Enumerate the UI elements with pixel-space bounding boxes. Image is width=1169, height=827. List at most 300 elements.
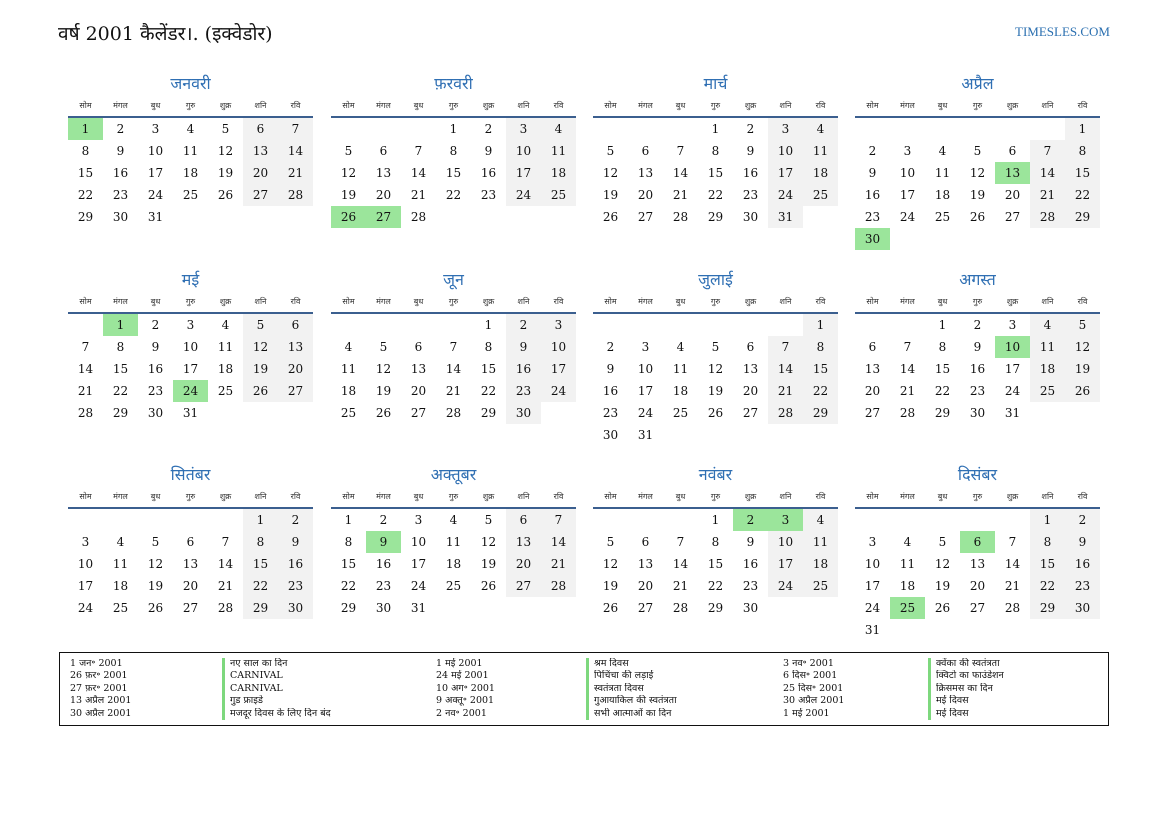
day-cell[interactable]: 6 bbox=[414, 340, 423, 354]
day-cell[interactable]: 31 bbox=[410, 601, 427, 615]
day-cell[interactable]: 11 bbox=[112, 557, 129, 571]
day-cell[interactable]: 11 bbox=[445, 535, 462, 549]
day-cell[interactable]: 7 bbox=[1030, 140, 1065, 162]
day-cell[interactable]: 9 bbox=[973, 340, 982, 354]
day-cell[interactable]: 28 bbox=[445, 406, 462, 420]
day-cell[interactable]: 4 bbox=[903, 535, 912, 549]
day-cell[interactable]: 10 bbox=[864, 557, 881, 571]
day-cell[interactable]: 9 bbox=[506, 336, 541, 358]
day-cell[interactable]: 13 bbox=[864, 362, 881, 376]
day-cell[interactable]: 15 bbox=[707, 557, 724, 571]
day-cell[interactable]: 29 bbox=[707, 210, 724, 224]
day-cell[interactable]: 9 bbox=[484, 144, 493, 158]
day-cell[interactable]: 16 bbox=[742, 557, 759, 571]
day-cell[interactable]: 20 bbox=[1004, 188, 1021, 202]
day-cell[interactable]: 29 bbox=[340, 601, 357, 615]
day-cell[interactable]: 2 bbox=[379, 513, 388, 527]
day-cell[interactable]: 14 bbox=[672, 557, 689, 571]
day-cell[interactable]: 17 bbox=[1004, 362, 1021, 376]
day-cell[interactable]: 11 bbox=[803, 140, 838, 162]
day-cell[interactable]: 21 bbox=[217, 579, 234, 593]
day-cell[interactable]: 12 bbox=[602, 166, 619, 180]
day-cell[interactable]: 20 bbox=[506, 553, 541, 575]
day-cell[interactable]: 7 bbox=[903, 340, 912, 354]
day-cell[interactable]: 11 bbox=[340, 362, 357, 376]
day-cell[interactable]: 28 bbox=[1030, 206, 1065, 228]
day-cell[interactable]: 1 bbox=[1030, 509, 1065, 531]
day-cell[interactable]: 9 bbox=[116, 144, 125, 158]
day-cell[interactable]: 19 bbox=[1065, 358, 1100, 380]
day-cell[interactable]: 27 bbox=[506, 575, 541, 597]
day-cell[interactable]: 17 bbox=[864, 579, 881, 593]
day-cell[interactable]: 5 bbox=[344, 144, 353, 158]
day-cell[interactable]: 23 bbox=[147, 384, 164, 398]
day-cell[interactable]: 25 bbox=[445, 579, 462, 593]
day-cell[interactable]: 23 bbox=[480, 188, 497, 202]
day-cell[interactable]: 24 bbox=[768, 184, 803, 206]
day-cell[interactable]: 4 bbox=[116, 535, 125, 549]
day-cell[interactable]: 24 bbox=[506, 184, 541, 206]
day-cell[interactable]: 28 bbox=[1004, 601, 1021, 615]
day-cell[interactable]: 20 bbox=[637, 579, 654, 593]
day-cell[interactable]: 25 bbox=[182, 188, 199, 202]
day-cell[interactable]: 16 bbox=[506, 358, 541, 380]
holiday-day-cell[interactable]: 6 bbox=[960, 531, 995, 553]
day-cell[interactable]: 22 bbox=[1030, 575, 1065, 597]
day-cell[interactable]: 27 bbox=[864, 406, 881, 420]
holiday-day-cell[interactable]: 24 bbox=[173, 380, 208, 402]
day-cell[interactable]: 24 bbox=[768, 575, 803, 597]
day-cell[interactable]: 26 bbox=[147, 601, 164, 615]
day-cell[interactable]: 7 bbox=[278, 118, 313, 140]
day-cell[interactable]: 13 bbox=[969, 557, 986, 571]
day-cell[interactable]: 1 bbox=[484, 318, 493, 332]
day-cell[interactable]: 13 bbox=[243, 140, 278, 162]
day-cell[interactable]: 30 bbox=[506, 402, 541, 424]
day-cell[interactable]: 15 bbox=[112, 362, 129, 376]
holiday-day-cell[interactable]: 30 bbox=[855, 228, 890, 250]
day-cell[interactable]: 3 bbox=[506, 118, 541, 140]
day-cell[interactable]: 17 bbox=[147, 166, 164, 180]
day-cell[interactable]: 27 bbox=[742, 406, 759, 420]
day-cell[interactable]: 22 bbox=[1065, 184, 1100, 206]
day-cell[interactable]: 8 bbox=[1030, 531, 1065, 553]
day-cell[interactable]: 13 bbox=[506, 531, 541, 553]
day-cell[interactable]: 3 bbox=[414, 513, 423, 527]
day-cell[interactable]: 30 bbox=[147, 406, 164, 420]
day-cell[interactable]: 7 bbox=[676, 144, 685, 158]
day-cell[interactable]: 26 bbox=[707, 406, 724, 420]
day-cell[interactable]: 24 bbox=[410, 579, 427, 593]
day-cell[interactable]: 30 bbox=[969, 406, 986, 420]
day-cell[interactable]: 18 bbox=[803, 553, 838, 575]
day-cell[interactable]: 23 bbox=[864, 210, 881, 224]
holiday-day-cell[interactable]: 25 bbox=[890, 597, 925, 619]
day-cell[interactable]: 2 bbox=[746, 122, 755, 136]
day-cell[interactable]: 13 bbox=[637, 557, 654, 571]
day-cell[interactable]: 29 bbox=[77, 210, 94, 224]
day-cell[interactable]: 12 bbox=[147, 557, 164, 571]
day-cell[interactable]: 29 bbox=[707, 601, 724, 615]
day-cell[interactable]: 17 bbox=[541, 358, 576, 380]
day-cell[interactable]: 26 bbox=[969, 210, 986, 224]
day-cell[interactable]: 2 bbox=[606, 340, 615, 354]
day-cell[interactable]: 28 bbox=[278, 184, 313, 206]
day-cell[interactable]: 11 bbox=[1030, 336, 1065, 358]
day-cell[interactable]: 28 bbox=[672, 601, 689, 615]
day-cell[interactable]: 19 bbox=[969, 188, 986, 202]
day-cell[interactable]: 14 bbox=[541, 531, 576, 553]
day-cell[interactable]: 9 bbox=[151, 340, 160, 354]
day-cell[interactable]: 4 bbox=[1030, 314, 1065, 336]
day-cell[interactable]: 31 bbox=[768, 206, 803, 228]
day-cell[interactable]: 14 bbox=[899, 362, 916, 376]
day-cell[interactable]: 8 bbox=[711, 144, 720, 158]
day-cell[interactable]: 29 bbox=[934, 406, 951, 420]
day-cell[interactable]: 9 bbox=[606, 362, 615, 376]
day-cell[interactable]: 9 bbox=[1065, 531, 1100, 553]
day-cell[interactable]: 12 bbox=[707, 362, 724, 376]
day-cell[interactable]: 28 bbox=[217, 601, 234, 615]
day-cell[interactable]: 31 bbox=[182, 406, 199, 420]
day-cell[interactable]: 25 bbox=[340, 406, 357, 420]
day-cell[interactable]: 9 bbox=[746, 535, 755, 549]
day-cell[interactable]: 19 bbox=[217, 166, 234, 180]
day-cell[interactable]: 8 bbox=[116, 340, 125, 354]
day-cell[interactable]: 29 bbox=[803, 402, 838, 424]
day-cell[interactable]: 22 bbox=[340, 579, 357, 593]
day-cell[interactable]: 15 bbox=[1065, 162, 1100, 184]
day-cell[interactable]: 23 bbox=[969, 384, 986, 398]
day-cell[interactable]: 20 bbox=[375, 188, 392, 202]
day-cell[interactable]: 17 bbox=[410, 557, 427, 571]
day-cell[interactable]: 22 bbox=[480, 384, 497, 398]
day-cell[interactable]: 25 bbox=[672, 406, 689, 420]
day-cell[interactable]: 5 bbox=[379, 340, 388, 354]
day-cell[interactable]: 18 bbox=[217, 362, 234, 376]
day-cell[interactable]: 1 bbox=[344, 513, 353, 527]
holiday-day-cell[interactable]: 9 bbox=[366, 531, 401, 553]
day-cell[interactable]: 7 bbox=[541, 509, 576, 531]
day-cell[interactable]: 9 bbox=[278, 531, 313, 553]
day-cell[interactable]: 5 bbox=[1065, 314, 1100, 336]
day-cell[interactable]: 22 bbox=[934, 384, 951, 398]
day-cell[interactable]: 22 bbox=[77, 188, 94, 202]
day-cell[interactable]: 14 bbox=[217, 557, 234, 571]
day-cell[interactable]: 5 bbox=[973, 144, 982, 158]
day-cell[interactable]: 20 bbox=[410, 384, 427, 398]
day-cell[interactable]: 15 bbox=[340, 557, 357, 571]
day-cell[interactable]: 8 bbox=[938, 340, 947, 354]
day-cell[interactable]: 23 bbox=[742, 188, 759, 202]
day-cell[interactable]: 7 bbox=[414, 144, 423, 158]
day-cell[interactable]: 12 bbox=[934, 557, 951, 571]
day-cell[interactable]: 27 bbox=[410, 406, 427, 420]
day-cell[interactable]: 23 bbox=[742, 579, 759, 593]
day-cell[interactable]: 2 bbox=[278, 509, 313, 531]
day-cell[interactable]: 23 bbox=[506, 380, 541, 402]
day-cell[interactable]: 20 bbox=[742, 384, 759, 398]
day-cell[interactable]: 21 bbox=[672, 579, 689, 593]
day-cell[interactable]: 19 bbox=[243, 358, 278, 380]
day-cell[interactable]: 4 bbox=[541, 118, 576, 140]
day-cell[interactable]: 1 bbox=[803, 314, 838, 336]
day-cell[interactable]: 27 bbox=[278, 380, 313, 402]
day-cell[interactable]: 29 bbox=[1030, 597, 1065, 619]
day-cell[interactable]: 30 bbox=[1065, 597, 1100, 619]
day-cell[interactable]: 18 bbox=[803, 162, 838, 184]
day-cell[interactable]: 2 bbox=[151, 318, 160, 332]
day-cell[interactable]: 10 bbox=[410, 535, 427, 549]
day-cell[interactable]: 25 bbox=[803, 184, 838, 206]
day-cell[interactable]: 31 bbox=[1004, 406, 1021, 420]
day-cell[interactable]: 19 bbox=[340, 188, 357, 202]
day-cell[interactable]: 18 bbox=[672, 384, 689, 398]
day-cell[interactable]: 12 bbox=[602, 557, 619, 571]
day-cell[interactable]: 6 bbox=[186, 535, 195, 549]
day-cell[interactable]: 2 bbox=[116, 122, 125, 136]
day-cell[interactable]: 2 bbox=[868, 144, 877, 158]
day-cell[interactable]: 16 bbox=[375, 557, 392, 571]
day-cell[interactable]: 17 bbox=[637, 384, 654, 398]
day-cell[interactable]: 17 bbox=[182, 362, 199, 376]
day-cell[interactable]: 27 bbox=[637, 210, 654, 224]
day-cell[interactable]: 2 bbox=[973, 318, 982, 332]
day-cell[interactable]: 25 bbox=[934, 210, 951, 224]
day-cell[interactable]: 11 bbox=[217, 340, 234, 354]
day-cell[interactable]: 17 bbox=[768, 553, 803, 575]
day-cell[interactable]: 7 bbox=[81, 340, 90, 354]
day-cell[interactable]: 5 bbox=[938, 535, 947, 549]
day-cell[interactable]: 6 bbox=[746, 340, 755, 354]
day-cell[interactable]: 25 bbox=[112, 601, 129, 615]
day-cell[interactable]: 19 bbox=[707, 384, 724, 398]
day-cell[interactable]: 21 bbox=[77, 384, 94, 398]
day-cell[interactable]: 26 bbox=[1065, 380, 1100, 402]
day-cell[interactable]: 1 bbox=[711, 122, 720, 136]
day-cell[interactable]: 10 bbox=[506, 140, 541, 162]
day-cell[interactable]: 1 bbox=[711, 513, 720, 527]
day-cell[interactable]: 14 bbox=[1004, 557, 1021, 571]
day-cell[interactable]: 5 bbox=[151, 535, 160, 549]
day-cell[interactable]: 4 bbox=[221, 318, 230, 332]
holiday-day-cell[interactable]: 1 bbox=[103, 314, 138, 336]
day-cell[interactable]: 2 bbox=[484, 122, 493, 136]
day-cell[interactable]: 8 bbox=[81, 144, 90, 158]
day-cell[interactable]: 4 bbox=[186, 122, 195, 136]
holiday-day-cell[interactable]: 26 bbox=[331, 206, 366, 228]
day-cell[interactable]: 5 bbox=[484, 513, 493, 527]
day-cell[interactable]: 13 bbox=[278, 336, 313, 358]
day-cell[interactable]: 25 bbox=[541, 184, 576, 206]
day-cell[interactable]: 19 bbox=[602, 579, 619, 593]
holiday-day-cell[interactable]: 2 bbox=[733, 509, 768, 531]
day-cell[interactable]: 18 bbox=[112, 579, 129, 593]
day-cell[interactable]: 5 bbox=[711, 340, 720, 354]
day-cell[interactable]: 23 bbox=[112, 188, 129, 202]
day-cell[interactable]: 8 bbox=[344, 535, 353, 549]
day-cell[interactable]: 30 bbox=[278, 597, 313, 619]
day-cell[interactable]: 18 bbox=[445, 557, 462, 571]
day-cell[interactable]: 14 bbox=[278, 140, 313, 162]
day-cell[interactable]: 6 bbox=[506, 509, 541, 531]
day-cell[interactable]: 14 bbox=[768, 358, 803, 380]
day-cell[interactable]: 4 bbox=[449, 513, 458, 527]
day-cell[interactable]: 8 bbox=[1065, 140, 1100, 162]
day-cell[interactable]: 10 bbox=[768, 531, 803, 553]
day-cell[interactable]: 12 bbox=[340, 166, 357, 180]
day-cell[interactable]: 22 bbox=[243, 575, 278, 597]
day-cell[interactable]: 20 bbox=[182, 579, 199, 593]
day-cell[interactable]: 3 bbox=[1008, 318, 1017, 332]
day-cell[interactable]: 24 bbox=[541, 380, 576, 402]
day-cell[interactable]: 2 bbox=[1065, 509, 1100, 531]
day-cell[interactable]: 4 bbox=[803, 118, 838, 140]
day-cell[interactable]: 29 bbox=[243, 597, 278, 619]
day-cell[interactable]: 25 bbox=[1030, 380, 1065, 402]
day-cell[interactable]: 13 bbox=[742, 362, 759, 376]
day-cell[interactable]: 18 bbox=[899, 579, 916, 593]
day-cell[interactable]: 29 bbox=[112, 406, 129, 420]
day-cell[interactable]: 25 bbox=[803, 575, 838, 597]
holiday-day-cell[interactable]: 13 bbox=[995, 162, 1030, 184]
day-cell[interactable]: 1 bbox=[938, 318, 947, 332]
day-cell[interactable]: 16 bbox=[278, 553, 313, 575]
day-cell[interactable]: 12 bbox=[480, 535, 497, 549]
day-cell[interactable]: 26 bbox=[217, 188, 234, 202]
day-cell[interactable]: 6 bbox=[243, 118, 278, 140]
day-cell[interactable]: 22 bbox=[707, 188, 724, 202]
day-cell[interactable]: 16 bbox=[602, 384, 619, 398]
day-cell[interactable]: 10 bbox=[182, 340, 199, 354]
day-cell[interactable]: 30 bbox=[112, 210, 129, 224]
holiday-day-cell[interactable]: 1 bbox=[68, 118, 103, 140]
day-cell[interactable]: 3 bbox=[541, 314, 576, 336]
day-cell[interactable]: 4 bbox=[676, 340, 685, 354]
day-cell[interactable]: 30 bbox=[602, 428, 619, 442]
day-cell[interactable]: 20 bbox=[637, 188, 654, 202]
day-cell[interactable]: 12 bbox=[217, 144, 234, 158]
day-cell[interactable]: 1 bbox=[449, 122, 458, 136]
day-cell[interactable]: 28 bbox=[541, 575, 576, 597]
day-cell[interactable]: 6 bbox=[379, 144, 388, 158]
day-cell[interactable]: 27 bbox=[637, 601, 654, 615]
day-cell[interactable]: 28 bbox=[77, 406, 94, 420]
day-cell[interactable]: 7 bbox=[676, 535, 685, 549]
day-cell[interactable]: 11 bbox=[541, 140, 576, 162]
day-cell[interactable]: 6 bbox=[641, 144, 650, 158]
day-cell[interactable]: 10 bbox=[768, 140, 803, 162]
day-cell[interactable]: 8 bbox=[484, 340, 493, 354]
day-cell[interactable]: 29 bbox=[1065, 206, 1100, 228]
day-cell[interactable]: 19 bbox=[375, 384, 392, 398]
day-cell[interactable]: 24 bbox=[1004, 384, 1021, 398]
day-cell[interactable]: 22 bbox=[112, 384, 129, 398]
day-cell[interactable]: 12 bbox=[969, 166, 986, 180]
day-cell[interactable]: 22 bbox=[707, 579, 724, 593]
day-cell[interactable]: 19 bbox=[934, 579, 951, 593]
day-cell[interactable]: 11 bbox=[899, 557, 916, 571]
day-cell[interactable]: 2 bbox=[506, 314, 541, 336]
day-cell[interactable]: 1 bbox=[243, 509, 278, 531]
day-cell[interactable]: 6 bbox=[278, 314, 313, 336]
day-cell[interactable]: 26 bbox=[602, 601, 619, 615]
day-cell[interactable]: 1 bbox=[1065, 118, 1100, 140]
day-cell[interactable]: 28 bbox=[410, 210, 427, 224]
day-cell[interactable]: 25 bbox=[217, 384, 234, 398]
day-cell[interactable]: 23 bbox=[1065, 575, 1100, 597]
day-cell[interactable]: 3 bbox=[81, 535, 90, 549]
day-cell[interactable]: 8 bbox=[711, 535, 720, 549]
day-cell[interactable]: 20 bbox=[243, 162, 278, 184]
day-cell[interactable]: 11 bbox=[182, 144, 199, 158]
day-cell[interactable]: 5 bbox=[221, 122, 230, 136]
day-cell[interactable]: 4 bbox=[803, 509, 838, 531]
day-cell[interactable]: 5 bbox=[243, 314, 278, 336]
day-cell[interactable]: 17 bbox=[506, 162, 541, 184]
day-cell[interactable]: 27 bbox=[1004, 210, 1021, 224]
day-cell[interactable]: 30 bbox=[742, 210, 759, 224]
day-cell[interactable]: 15 bbox=[243, 553, 278, 575]
day-cell[interactable]: 23 bbox=[375, 579, 392, 593]
day-cell[interactable]: 23 bbox=[602, 406, 619, 420]
day-cell[interactable]: 28 bbox=[768, 402, 803, 424]
holiday-day-cell[interactable]: 10 bbox=[995, 336, 1030, 358]
day-cell[interactable]: 24 bbox=[77, 601, 94, 615]
day-cell[interactable]: 21 bbox=[768, 380, 803, 402]
day-cell[interactable]: 11 bbox=[803, 531, 838, 553]
day-cell[interactable]: 10 bbox=[637, 362, 654, 376]
day-cell[interactable]: 24 bbox=[864, 601, 881, 615]
day-cell[interactable]: 3 bbox=[903, 144, 912, 158]
day-cell[interactable]: 24 bbox=[147, 188, 164, 202]
holiday-day-cell[interactable]: 3 bbox=[768, 509, 803, 531]
day-cell[interactable]: 20 bbox=[969, 579, 986, 593]
day-cell[interactable]: 14 bbox=[77, 362, 94, 376]
day-cell[interactable]: 6 bbox=[1008, 144, 1017, 158]
day-cell[interactable]: 18 bbox=[541, 162, 576, 184]
day-cell[interactable]: 30 bbox=[742, 601, 759, 615]
day-cell[interactable]: 29 bbox=[480, 406, 497, 420]
day-cell[interactable]: 14 bbox=[410, 166, 427, 180]
day-cell[interactable]: 27 bbox=[182, 601, 199, 615]
day-cell[interactable]: 16 bbox=[1065, 553, 1100, 575]
day-cell[interactable]: 16 bbox=[969, 362, 986, 376]
day-cell[interactable]: 10 bbox=[147, 144, 164, 158]
day-cell[interactable]: 26 bbox=[602, 210, 619, 224]
day-cell[interactable]: 20 bbox=[278, 358, 313, 380]
day-cell[interactable]: 10 bbox=[77, 557, 94, 571]
day-cell[interactable]: 10 bbox=[899, 166, 916, 180]
day-cell[interactable]: 15 bbox=[803, 358, 838, 380]
day-cell[interactable]: 27 bbox=[243, 184, 278, 206]
day-cell[interactable]: 3 bbox=[151, 122, 160, 136]
day-cell[interactable]: 15 bbox=[934, 362, 951, 376]
day-cell[interactable]: 8 bbox=[803, 336, 838, 358]
day-cell[interactable]: 21 bbox=[541, 553, 576, 575]
day-cell[interactable]: 14 bbox=[672, 166, 689, 180]
day-cell[interactable]: 15 bbox=[1030, 553, 1065, 575]
day-cell[interactable]: 7 bbox=[449, 340, 458, 354]
day-cell[interactable]: 18 bbox=[182, 166, 199, 180]
day-cell[interactable]: 21 bbox=[278, 162, 313, 184]
day-cell[interactable]: 27 bbox=[969, 601, 986, 615]
day-cell[interactable]: 21 bbox=[410, 188, 427, 202]
day-cell[interactable]: 31 bbox=[864, 623, 881, 637]
day-cell[interactable]: 16 bbox=[147, 362, 164, 376]
day-cell[interactable]: 28 bbox=[899, 406, 916, 420]
day-cell[interactable]: 13 bbox=[410, 362, 427, 376]
